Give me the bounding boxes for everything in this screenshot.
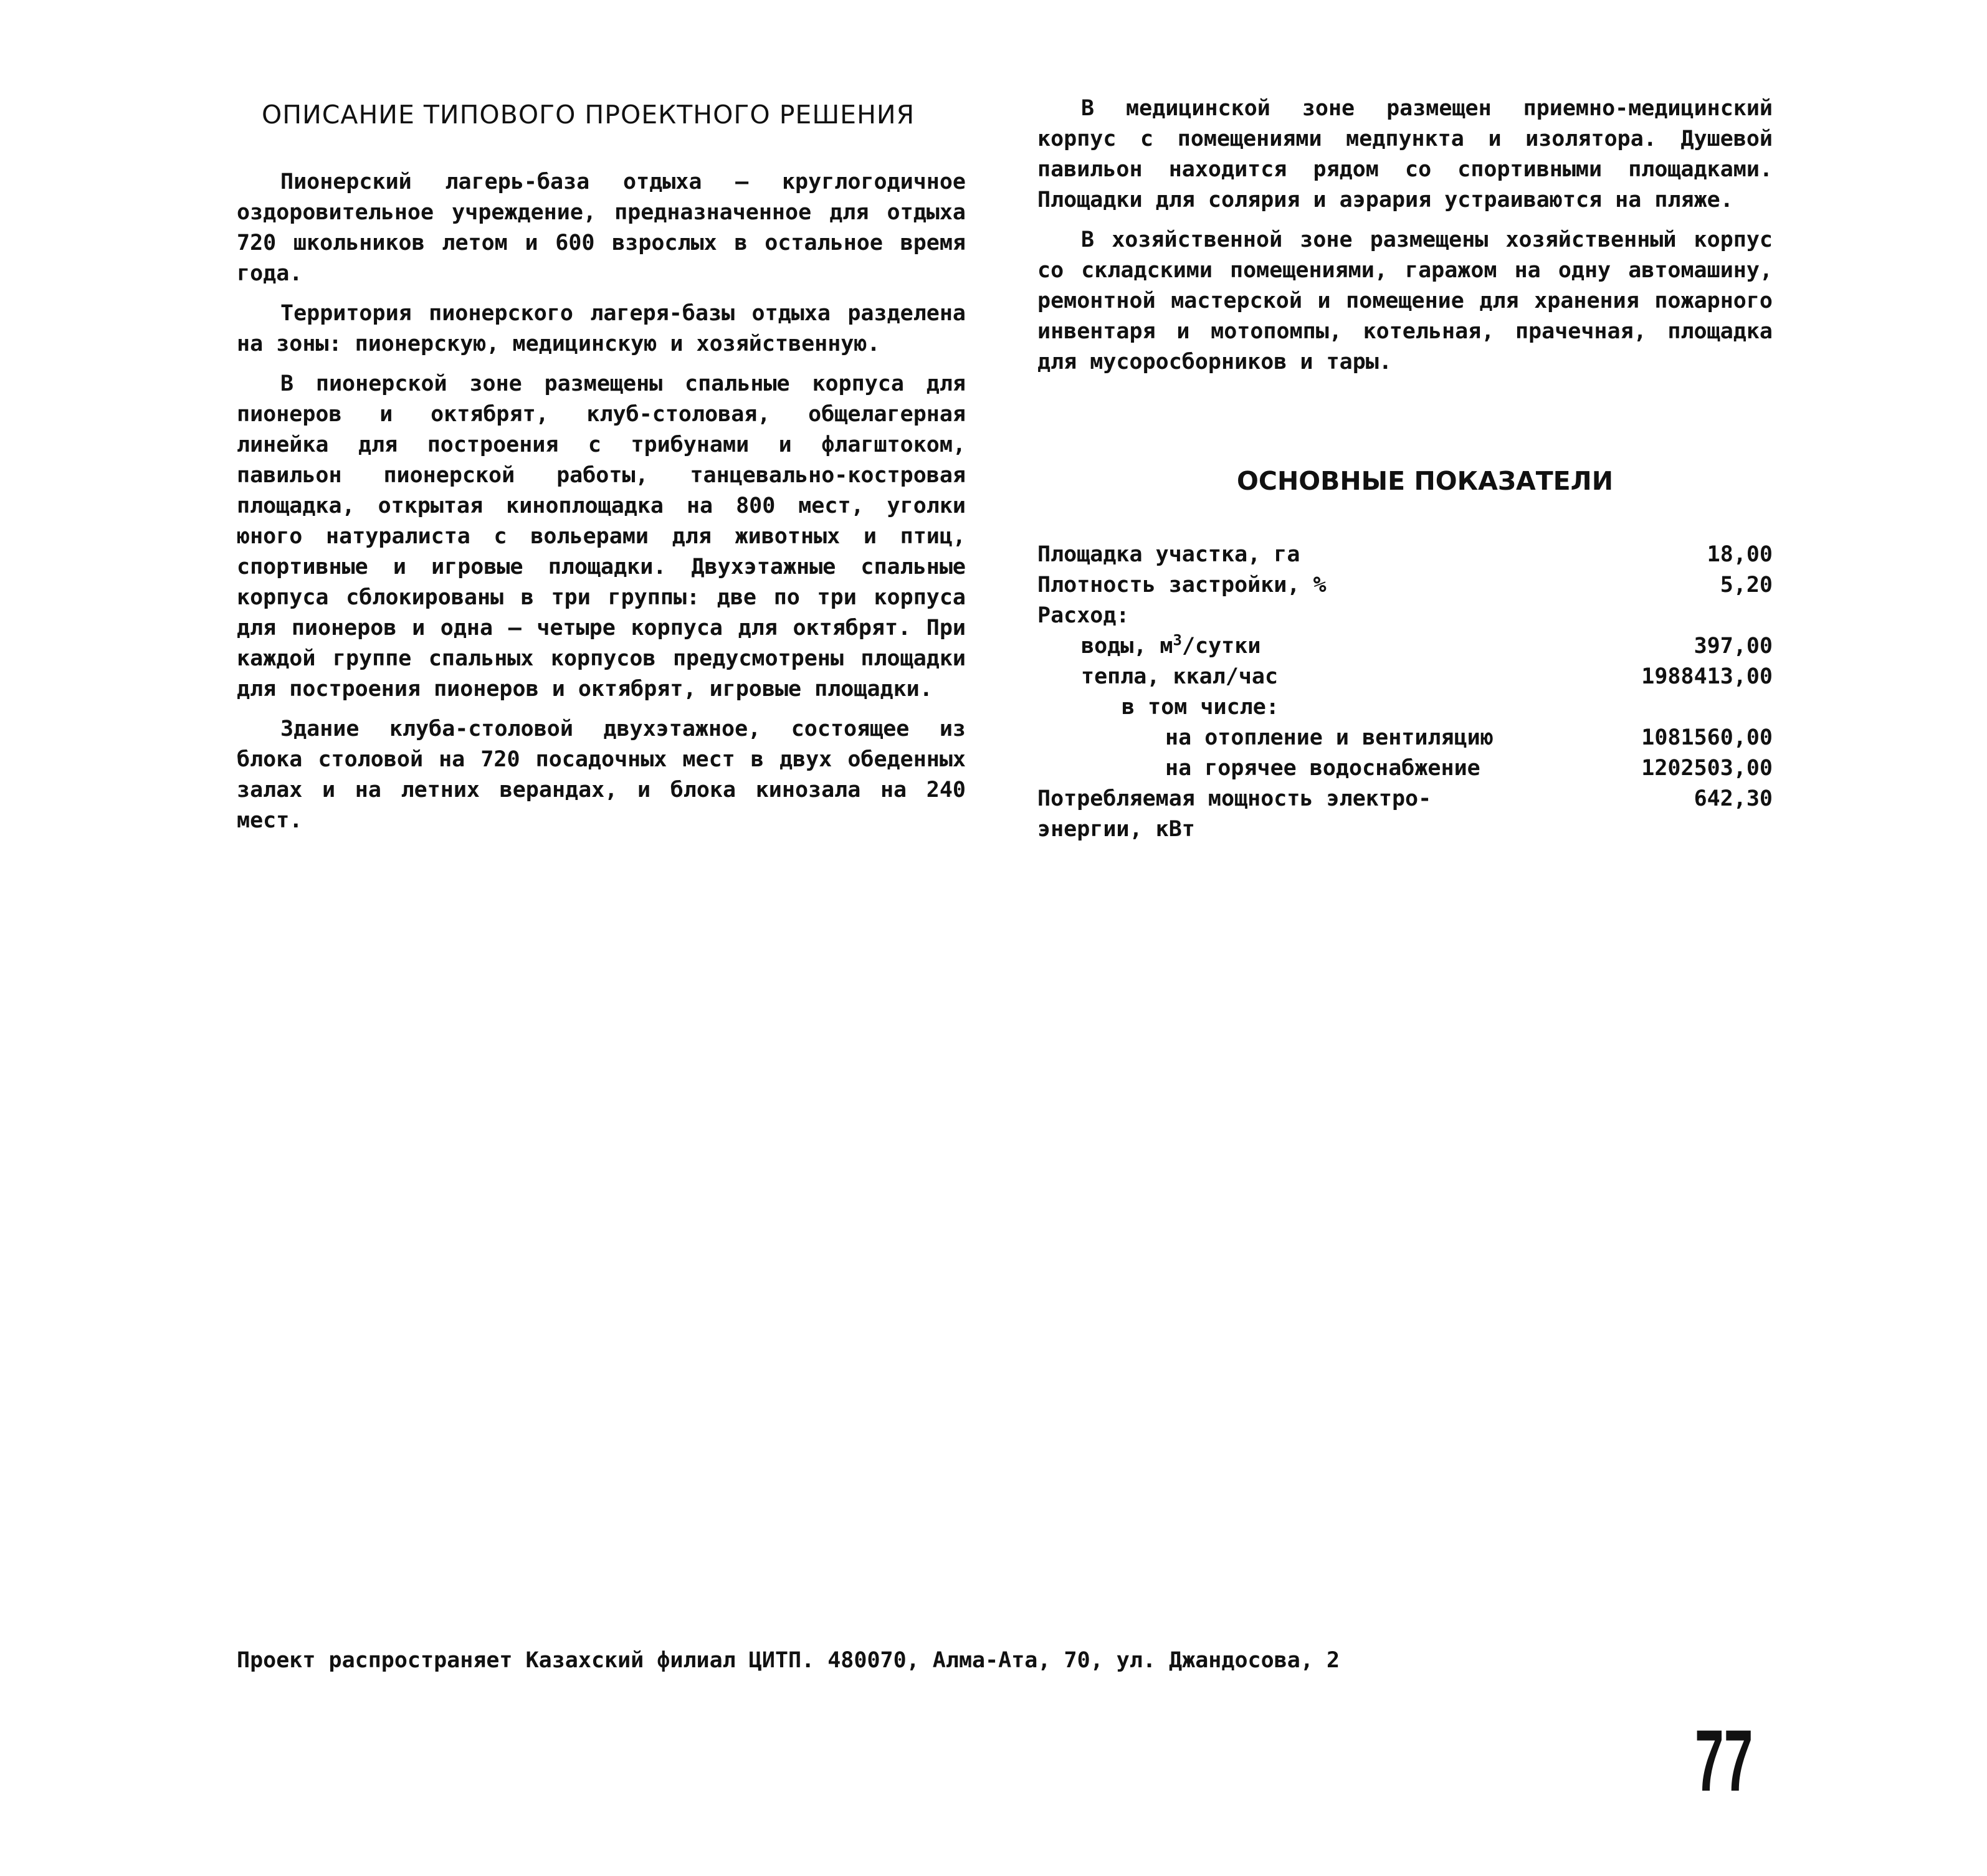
paragraph-medical-zone: В медицинской зоне размещен приемно-медицинский корпус с помещениями медпункта и изолятора. Душевой павильон находится рядом со спортивными площадками. Площадки для солярия и аэрария устраиваются на пляже. — [1037, 96, 1773, 212]
indicator-value: 397,00 — [1694, 634, 1773, 659]
paragraph-territory: Территория пионерского лагеря-базы отдыха разделена на зоны: пионерскую, медицинскую и хозяйственную. — [237, 301, 966, 356]
indicator-row-site-area — [1037, 540, 1773, 570]
indicator-value: 1202503,00 — [1641, 756, 1773, 781]
indicator-row-density — [1037, 570, 1773, 601]
indicator-value: 642,30 — [1694, 786, 1773, 811]
left-column — [237, 93, 966, 845]
indicator-row-power — [1037, 784, 1773, 845]
indicators-heading: ОСНОВНЫЕ ПОКАЗАТЕЛИ — [1237, 466, 1614, 496]
indicators-table — [1037, 540, 1773, 845]
indicator-label: Площадка участка, га — [1037, 542, 1300, 567]
water-label-superscript: 3 — [1173, 631, 1182, 649]
indicator-label: в том числе: — [1122, 695, 1279, 720]
paragraph-general: Пионерский лагерь-база отдыха – круглогодичное оздоровительное учреждение, предназначенное для отдыха 720 школьников летом и 600 взрослых в остальное время года. — [237, 169, 966, 286]
power-label-line1: Потребляемая мощность электро- — [1037, 786, 1432, 811]
description-heading: ОПИСАНИЕ ТИПОВОГО ПРОЕКТНОГО РЕШЕНИЯ — [262, 100, 915, 130]
indicator-row-water — [1037, 631, 1773, 662]
paragraph-club-canteen: Здание клуба-столовой двухэтажное, состоящее из блока столовой на 720 посадочных мест в двух обеденных залах и на летних верандах, и блока кинозала на 240 мест. — [237, 717, 966, 833]
paragraph-household-zone: В хозяйственной зоне размещены хозяйственный корпус со складскими помещениями, гаражом на одну автомашину, ремонтной мастерской и помещение для хранения пожарного инвентаря и мотопомпы, котельная, прачечная, площадка для мусоросборников и тары. — [1037, 227, 1773, 374]
indicator-row-heat — [1037, 662, 1773, 692]
indicator-label — [1037, 784, 1431, 845]
indicator-row-including — [1037, 692, 1773, 723]
right-column — [1037, 93, 1773, 845]
indicator-label: на горячее водоснабжение — [1165, 756, 1480, 781]
water-label-suffix: /сутки — [1181, 634, 1261, 659]
indicator-label: тепла, ккал/час — [1081, 664, 1279, 689]
page-number: 77 — [1695, 1712, 1753, 1809]
indicator-value: 5,20 — [1720, 573, 1773, 598]
distributor-footer: Проект распространяет Казахский филиал ЦИТП. 480070, Алма-Ата, 70, ул. Джандосова, 2 — [237, 1648, 1340, 1673]
indicator-label: Расход: — [1037, 603, 1130, 628]
indicator-row-consumption — [1037, 601, 1773, 631]
power-label-line2: энергии, кВт — [1037, 817, 1195, 842]
indicator-label — [1037, 631, 1260, 662]
indicator-value: 1988413,00 — [1641, 664, 1773, 689]
water-label-prefix: воды, м — [1081, 634, 1173, 659]
indicator-row-heating — [1037, 723, 1773, 753]
indicator-value: 18,00 — [1707, 542, 1773, 567]
indicator-row-hot-water — [1037, 753, 1773, 784]
indicator-label: Плотность застройки, % — [1037, 573, 1327, 598]
paragraph-pioneer-zone: В пионерской зоне размещены спальные корпуса для пионеров и октябрят, клуб-столовая, общелагерная линейка для построения с трибунами и флагштоком, павильон пионерской работы, танцевально-костровая площадка, открытая киноплощадка на 800 мест, уголки юного натуралиста с вольерами для животных и птиц, спортивные и игровые площадки. Двухэтажные спальные корпуса сблокированы в три группы: две по три корпуса для пионеров и одна – четыре корпуса для октябрят. При каждой группе спальных корпусов предусмотрены площадки для построения пионеров и октябрят, игровые площадки. — [237, 371, 966, 702]
indicator-label: на отопление и вентиляцию — [1165, 725, 1494, 750]
indicator-value: 1081560,00 — [1641, 725, 1773, 750]
